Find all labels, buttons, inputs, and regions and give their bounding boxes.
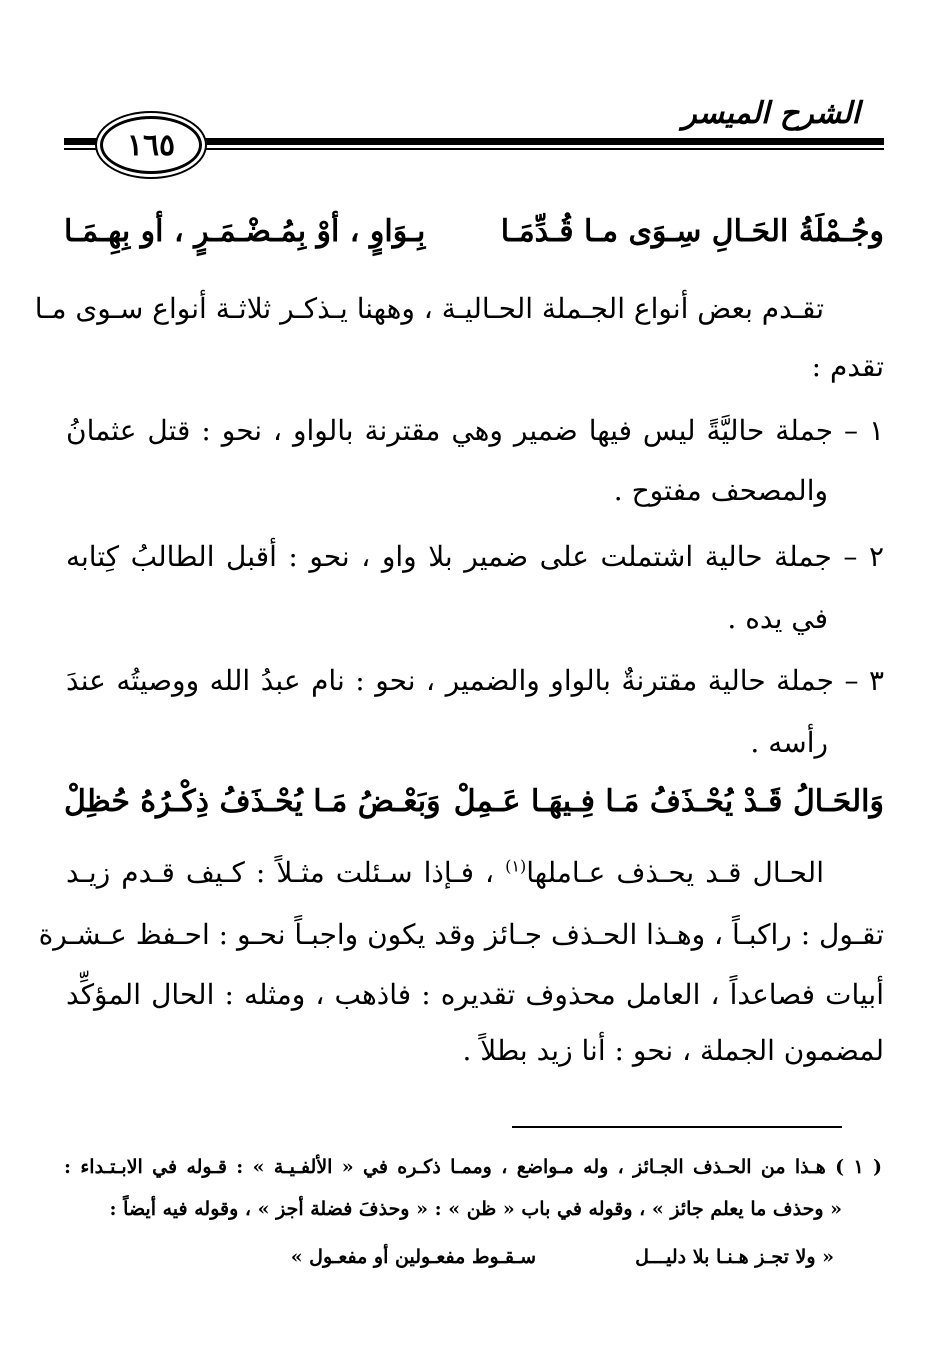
item-3-line-2: رأسه .	[750, 726, 828, 759]
verse-2-right-hemistich: وَالحَـالُ قَـدْ يُحْـذَفُ مَـا فِـيهَـا عَـمِلْ	[453, 784, 884, 819]
commentary-2-line-4: لمضمون الجملة ، نحو : أنا زيد بطلاً .	[462, 1034, 884, 1067]
footnote-reference: (١)	[505, 856, 527, 876]
header-rule-thick	[190, 138, 884, 145]
item-3-line-1: ٣ – جملة حالية مقترنةٌ بالواو والضمير ، نحو : نام عبدُ الله ووصيتُه عندَ	[66, 664, 884, 697]
verse-2-left-hemistich: وَبَعْـضُ مَـا يُحْـذَفُ ذِكْـرُهُ حُظِلْ	[64, 784, 441, 819]
verse-1-left-hemistich: بِـوَاوٍ ، أوْ بِمُـضْـمَـرٍ ، أو بِهِـمَـا	[64, 214, 426, 249]
footnote-separator	[512, 1126, 842, 1128]
commentary-2-line-2: تقـول : راكبـاً ، وهـذا الحـذف جـائز وقد يكون واجبـاً نحـو : احـفظ عـشـرة	[38, 918, 884, 951]
running-title: الشرح الميسر	[682, 96, 860, 131]
verse-1-right-hemistich: وجُـمْلَةُ الحَـالِ سِـوَى مـا قُـدِّمَـا	[500, 214, 884, 249]
page-number-badge	[100, 116, 202, 174]
item-2-line-1: ٢ – جملة حالية اشتملت على ضمير بلا واو ، نحو : أقبل الطالبُ كِتابه	[66, 540, 884, 573]
commentary-2-line-1-end: ، فـإذا سـئلت مثـلاً : كـيف قـدم زيـد	[66, 856, 495, 889]
header-rule-thin	[190, 148, 884, 150]
commentary-2-line-1	[66, 856, 824, 889]
commentary-1-line-2: تقدم :	[811, 350, 884, 383]
footnote-line-3-right: « ولا تجـز هـنـا بلا دليـــل	[635, 1246, 834, 1268]
item-2-line-2: في يده .	[727, 602, 828, 635]
page-number: ١٦٥	[126, 127, 176, 163]
footnote-line-3-left: سـقـوط مفعـولين أو مفعـول »	[290, 1246, 536, 1268]
commentary-2-line-1-start: الحـال قـد يحـذف عـاملها	[526, 856, 824, 889]
item-1-line-2: والمصحف مفتوح .	[613, 474, 828, 507]
item-1-line-1: ١ – جملة حاليَّةً ليس فيها ضمير وهي مقترنة بالواو ، نحو : قتل عثمانُ	[66, 414, 884, 447]
footnote-line-2: « وحذف ما يعلم جائز » ، وقوله في باب « ظن » : « وحذفَ فضلة أجز » ، وقوله فيه أيضاً :	[109, 1198, 842, 1220]
commentary-2-line-3: أبيات فصاعداً ، العامل محذوف تقديره : فاذهب ، ومثله : الحال المؤكِّد	[66, 978, 884, 1011]
commentary-1-line-1: تقـدم بعض أنواع الجـملة الحـاليـة ، وههنا يـذكـر ثلاثـة أنواع سـوى مـا	[34, 292, 824, 325]
footnote-line-1: ( ١ ) هـذا من الحـذف الجـائز ، وله مـواضع ، وممـا ذكـره في « الألفـيـة » : قـوله في الابـتـداء :	[64, 1156, 883, 1178]
